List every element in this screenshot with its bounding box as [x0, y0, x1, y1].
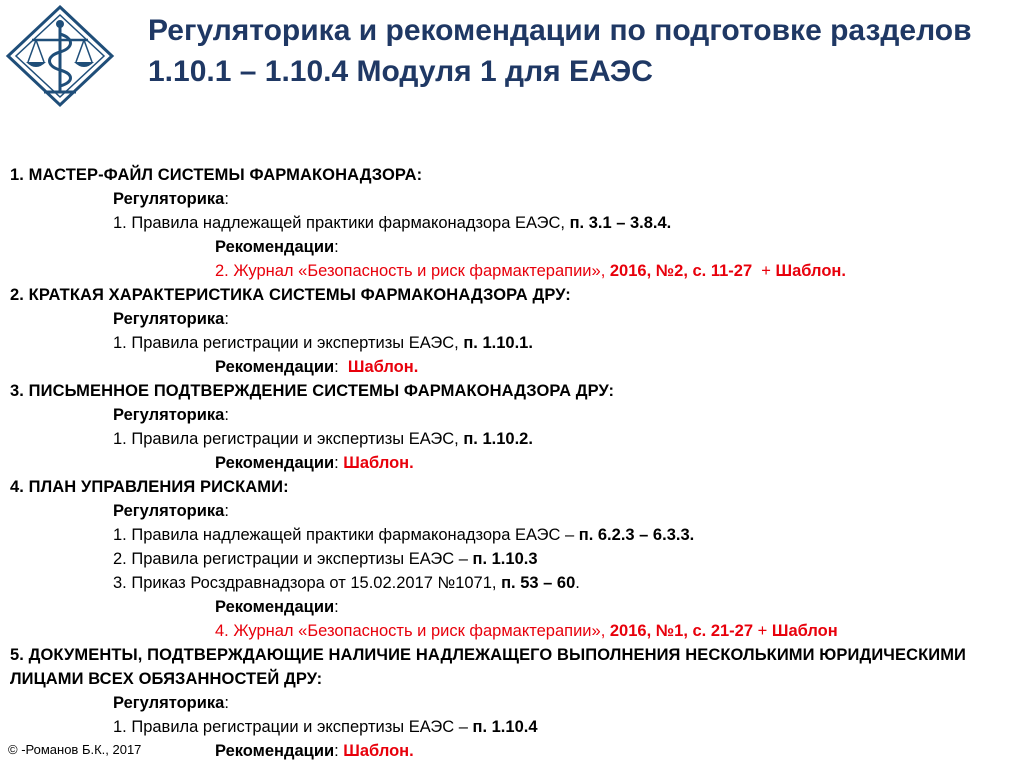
document-body [10, 163, 1015, 763]
section-5-rec-line [10, 739, 1015, 763]
item-text: 1. Правила регистрации и экспертизы ЕАЭС – [113, 718, 473, 736]
section-3-reg-label-line [10, 403, 1015, 427]
item-ref: п. 1.10.2. [463, 430, 533, 448]
page-title: Регуляторика и рекомендации по подготовке разделов 1.10.1 – 1.10.4 Модуля 1 для ЕАЭС [148, 14, 972, 88]
colon: : [334, 454, 344, 472]
copyright-footer: © -Романов Б.К., 2017 [8, 742, 142, 757]
section-4-reg-item-2 [10, 547, 1015, 571]
colon: : [224, 310, 229, 328]
section-5-heading: 5. ДОКУМЕНТЫ, ПОДТВЕРЖДАЮЩИЕ НАЛИЧИЕ НАДЛЕЖАЩЕГО ВЫПОЛНЕНИЯ НЕСКОЛЬКИМИ ЮРИДИЧЕСКИМИ ЛИЦАМИ ВСЕХ ОБЯЗАННОСТЕЙ ДРУ: [10, 646, 967, 688]
section-4-reg-item-1 [10, 523, 1015, 547]
section-4-rec-item [10, 619, 1015, 643]
item-ref: п. 53 – 60 [501, 574, 576, 592]
rec-label: Рекомендации [215, 238, 335, 256]
colon: : [334, 598, 339, 616]
section-5-reg-item-1 [10, 715, 1015, 739]
template-link: Шаблон. [343, 454, 414, 472]
reg-label: Регуляторика [113, 406, 225, 424]
section-2-reg-item-1 [10, 331, 1015, 355]
colon: : [224, 694, 229, 712]
rec-label: Рекомендации [215, 454, 335, 472]
section-1-heading: 1. МАСТЕР-ФАЙЛ СИСТЕМЫ ФАРМАКОНАДЗОРА: [10, 166, 423, 184]
colon: : [334, 358, 348, 376]
reg-label: Регуляторика [113, 310, 225, 328]
item-ref: п. 3.1 – 3.8.4. [569, 214, 672, 232]
item-text: 1. Правила регистрации и экспертизы ЕАЭС, [113, 430, 464, 448]
template-link: Шаблон. [775, 262, 846, 280]
rec-plus: + [752, 262, 776, 280]
colon: : [224, 406, 229, 424]
colon: : [224, 190, 229, 208]
section-4-rec-label-line [10, 595, 1015, 619]
template-link: Шаблон [771, 622, 838, 640]
section-2-reg-label-line [10, 307, 1015, 331]
rec-label: Рекомендации [215, 742, 335, 760]
rec-plus: + [753, 622, 772, 640]
colon: : [334, 238, 339, 256]
section-1-reg-item-1 [10, 211, 1015, 235]
section-1-rec-item [10, 259, 1015, 283]
section-3-rec-line [10, 451, 1015, 475]
template-link: Шаблон. [343, 742, 414, 760]
item-text: 1. Правила надлежащей практики фармаконадзора ЕАЭС – [113, 526, 579, 544]
rec-text: 4. Журнал «Безопасность и риск фармактерапии», [215, 622, 610, 640]
template-link: Шаблон. [347, 358, 419, 376]
rec-label: Рекомендации [215, 598, 335, 616]
rec-text: 2. Журнал «Безопасность и риск фармактерапии», [215, 262, 610, 280]
section-2-heading: 2. КРАТКАЯ ХАРАКТЕРИСТИКА СИСТЕМЫ ФАРМАКОНАДЗОРА ДРУ: [10, 286, 571, 304]
colon: : [334, 742, 344, 760]
item-text: 1. Правила надлежащей практики фармаконадзора ЕАЭС, [113, 214, 570, 232]
section-3-heading: 3. ПИСЬМЕННОЕ ПОДТВЕРЖДЕНИЕ СИСТЕМЫ ФАРМАКОНАДЗОРА ДРУ: [10, 382, 615, 400]
item-ref: п. 1.10.4 [472, 718, 538, 736]
reg-label: Регуляторика [113, 694, 225, 712]
item-text: 3. Приказ Росздравнадзора от 15.02.2017 №1071, [113, 574, 502, 592]
item-text: 1. Правила регистрации и экспертизы ЕАЭС, [113, 334, 464, 352]
section-3-reg-item-1 [10, 427, 1015, 451]
section-4-reg-label-line [10, 499, 1015, 523]
rec-ref: 2016, №1, с. 21-27 [609, 622, 754, 640]
item-end: . [575, 574, 580, 592]
rec-label: Рекомендации [215, 358, 335, 376]
section-1-reg-label-line [10, 187, 1015, 211]
colon: : [224, 502, 229, 520]
item-text: 2. Правила регистрации и экспертизы ЕАЭС – [113, 550, 473, 568]
item-ref: п. 1.10.1. [463, 334, 533, 352]
item-ref: п. 6.2.3 – 6.3.3. [578, 526, 695, 544]
section-4-reg-item-3 [10, 571, 1015, 595]
section-2-rec-line [10, 355, 1015, 379]
reg-label: Регуляторика [113, 190, 225, 208]
section-5-reg-label-line [10, 691, 1015, 715]
item-ref: п. 1.10.3 [472, 550, 538, 568]
section-4-heading: 4. ПЛАН УПРАВЛЕНИЯ РИСКАМИ: [10, 478, 289, 496]
rec-ref: 2016, №2, с. 11-27 [609, 262, 753, 280]
caduceus-scales-logo [4, 4, 116, 108]
reg-label: Регуляторика [113, 502, 225, 520]
section-1-rec-label-line [10, 235, 1015, 259]
